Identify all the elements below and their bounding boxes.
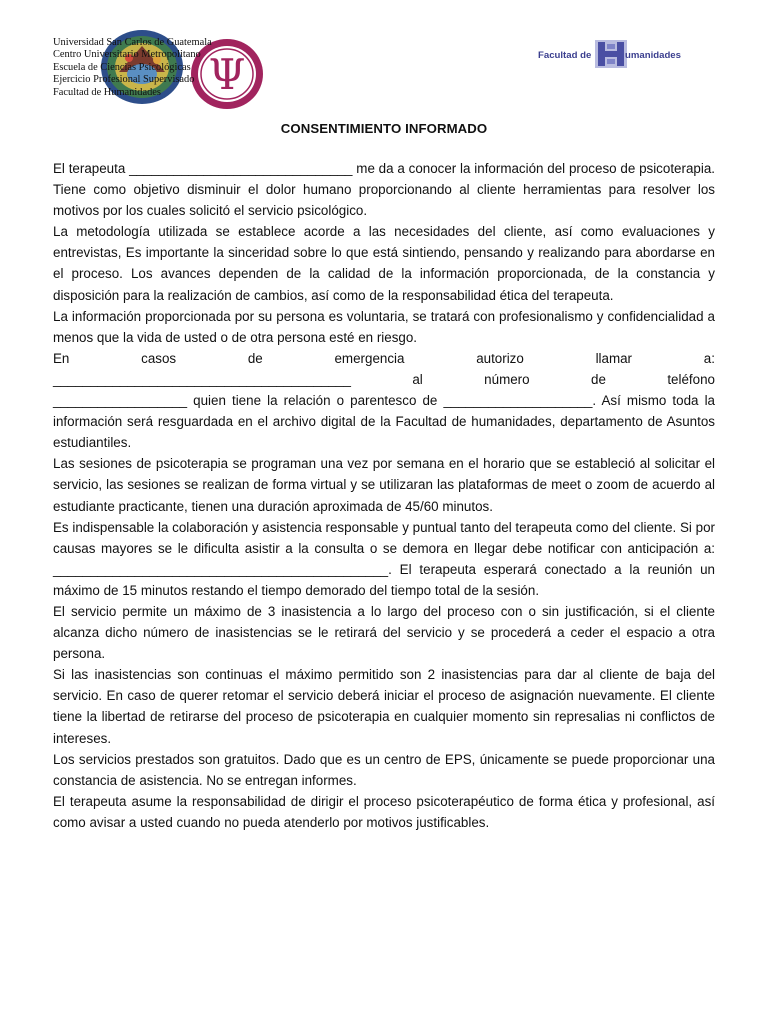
word: de xyxy=(247,350,263,366)
faculty-h-logo-icon xyxy=(595,40,627,68)
faculty-logo xyxy=(537,40,697,70)
svg-text:Ψ: Ψ xyxy=(208,50,246,99)
word: número xyxy=(484,371,530,387)
institution-line: Escuela de Ciencias Psicológicas xyxy=(53,61,191,73)
word: llamar xyxy=(595,350,633,366)
paragraph: Las sesiones de psicoterapia se programan una vez por semana en el horario que se estableció al solicitar el servicio, las sesiones se realizan de forma virtual y se utilizaran las plataformas de meet o zoom de acuerdo al estudiante practicante, tienen una duración aproximada de 45/60 minutos. xyxy=(53,456,715,514)
institution-line: Centro Universitario Metropolitano xyxy=(53,49,201,61)
emergency-rest: __________________ quien tiene la relación o parentesco de ____________________. Así mismo toda la información será resguardada en el archivo digital de la Facultad de humanidades, departamento de Asuntos estudiantiles. xyxy=(53,393,715,451)
institution-header xyxy=(53,36,263,106)
paragraph: Los servicios prestados son gratuitos. Dado que es un centro de EPS, únicamente se puede proporcionar una constancia de asistencia. No se entregan informes. xyxy=(53,751,715,788)
paragraph: El servicio permite un máximo de 3 inasistencia a lo largo del proceso con o sin justificación, si el cliente alcanza dicho número de inasistencias se le retirará del servicio y se procederá a ceder el espacio a otra persona. xyxy=(53,603,715,662)
emergency-line-1 xyxy=(53,348,715,369)
paragraph: El terapeuta ______________________________ me da a conocer la información del proceso de psicoterapia. Tiene como objetivo disminuir el dolor humano proporcionando al cliente herramientas para resolver los motivos por los cuales solicitó el servicio psicológico. xyxy=(53,161,715,219)
paragraph: El terapeuta asume la responsabilidad de dirigir el proceso psicoterapéutico de forma ética y profesional, así como avisar a usted cuando no pueda atenderlo por motivos justificables. xyxy=(53,793,715,830)
paragraph: Si las inasistencias son continuas el máximo permitido son 2 inasistencias para dar al cliente de baja del servicio. En caso de querer retomar el servicio deberá iniciar el proceso de asignación nuevamente. El cliente tiene la libertad de retirarse del proceso de psicoterapia en cualquier momento sin represalias ni conflictos de intereses. xyxy=(53,667,715,746)
word: de xyxy=(591,371,606,387)
paragraph: La información proporcionada por su persona es voluntaria, se tratará con profesionalismo y confidencialidad a menos que la vida de usted o de otra persona esté en riesgo. xyxy=(53,308,715,345)
emergency-line-2 xyxy=(53,369,715,390)
emergency-contact-paragraph xyxy=(53,348,715,453)
word: casos xyxy=(141,350,177,366)
word: En xyxy=(53,350,70,366)
paragraph: La metodología utilizada se establece acorde a las necesidades del cliente, así como evaluaciones y entrevistas, Es importante la sinceridad sobre lo que está sintiendo, pensando y realizando para abordarse en el proceso. Los avances dependen de la calidad de la información proporcionada, de la constancia y disposición para la realización de cambios, así como de la responsabilidad ética del terapeuta. xyxy=(53,224,715,303)
word: teléfono xyxy=(667,371,715,387)
word: emergencia xyxy=(334,350,405,366)
institution-line: Universidad San Carlos de Guatemala xyxy=(53,37,212,48)
contact-name-blank: ________________________________________ xyxy=(53,371,351,387)
faculty-logo-text-right: umanidades xyxy=(625,50,681,61)
institution-lines xyxy=(53,37,263,99)
institution-line: Facultad de Humanidades xyxy=(53,86,161,98)
word: a: xyxy=(703,350,715,366)
document-body xyxy=(53,158,715,833)
institution-line: Ejercicio Profesional Supervisado xyxy=(53,74,195,86)
paragraph: Es indispensable la colaboración y asistencia responsable y puntual tanto del terapeuta como del cliente. Si por causas mayores se le dificulta asistir a la consulta o se demora en llegar debe notificar con anticipación a: _____________________________________________. El terapeuta esperará conectado a la reunión un máximo de 15 minutos restando el tiempo demorado del tiempo total de la sesión. xyxy=(53,519,715,598)
faculty-logo-text-left: Facultad de xyxy=(538,50,592,61)
word: al xyxy=(412,371,423,387)
word: autorizo xyxy=(476,350,524,366)
document-title: CONSENTIMIENTO INFORMADO xyxy=(280,121,488,136)
